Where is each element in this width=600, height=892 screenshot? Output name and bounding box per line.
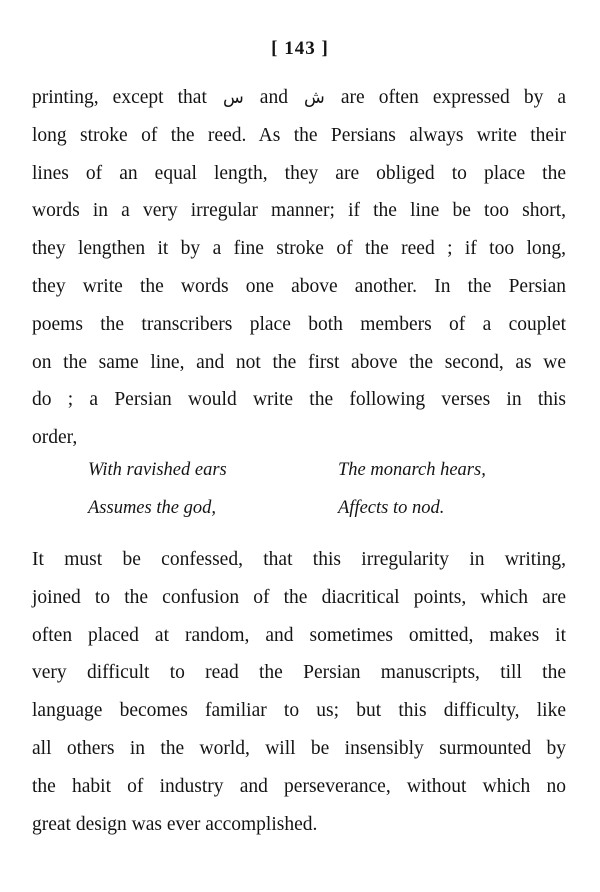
paragraph-line: they write the words one above another. In the Persian (32, 275, 566, 297)
paragraph-line: very difficult to read the Persian manuscripts, till the (32, 662, 566, 684)
verse-left-half: Assumes the god, (88, 498, 216, 518)
paragraph-line: they lengthen it by a fine stroke of the reed ; if too long, (32, 238, 566, 260)
verse-right-half: The monarch hears, (338, 460, 486, 480)
line-text-after: are often expressed by a (340, 87, 567, 108)
paragraph-line: great design was ever accomplished. (32, 813, 318, 835)
paragraph-line: lines of an equal length, they are obliged to place the (32, 162, 566, 184)
paragraph-line: long stroke of the reed. As the Persians always write their (32, 124, 566, 146)
paragraph-line: words in a very irregular manner; if the line be too short, (32, 200, 566, 222)
paragraph-line: poems the transcribers place both members of a couplet (32, 313, 566, 335)
arabic-letter-shin: ش (304, 88, 325, 108)
line-text-before: printing, except that (32, 87, 207, 108)
verse-right-half: Affects to nod. (338, 498, 445, 518)
paragraph-2 (32, 541, 566, 843)
arabic-letter-sin: س (222, 88, 244, 108)
paragraph-line: joined to the confusion of the diacritical points, which are (32, 586, 566, 608)
paragraph-line: often placed at random, and sometimes omitted, makes it (32, 624, 566, 646)
verse-left-half: With ravished ears (88, 460, 227, 480)
paragraph-line: It must be confessed, that this irregularity in writing, (32, 549, 566, 570)
page-number: [ 143 ] (271, 38, 329, 59)
paragraph-line: on the same line, and not the first above the second, as we (32, 351, 566, 373)
paragraph-line: all others in the world, will be insensibly surmounted by (32, 737, 566, 759)
paragraph-line (32, 79, 566, 117)
paragraph-1 (32, 79, 566, 457)
line-text-middle: and (259, 87, 288, 108)
paragraph-line: the habit of industry and perseverance, without which no (32, 775, 566, 797)
paragraph-line: do ; a Persian would write the following verses in this (32, 389, 566, 411)
paragraph-line: order, (32, 427, 78, 449)
paragraph-line: language becomes familiar to us; but this difficulty, like (32, 700, 566, 722)
